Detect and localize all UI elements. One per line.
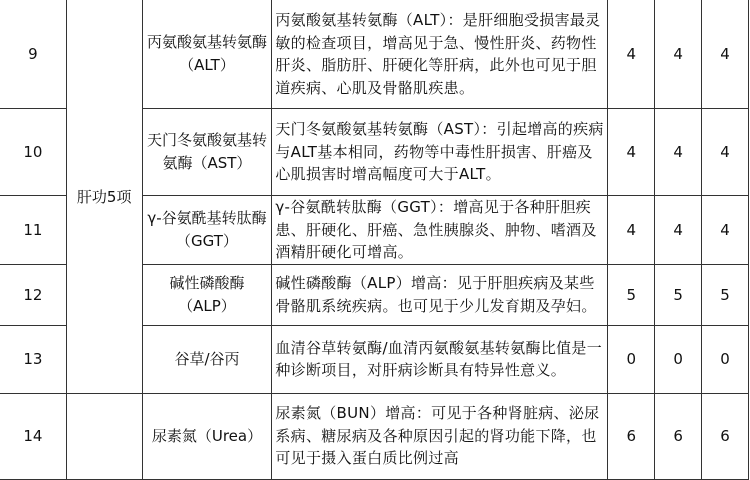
item-description: 天门冬氨酸氨基转氨酶（AST）：引起增高的疾病与ALT基本相同，药物等中毒性肝损害、肝癌及心肌损害时增高幅度可大于ALT。 <box>272 109 608 196</box>
score-cell: 4 <box>655 109 702 196</box>
score-cell: 0 <box>608 325 655 393</box>
score-cell: 4 <box>655 0 702 109</box>
item-description: 碱性磷酸酶（ALP）增高：见于肝胆疾病及某些骨骼肌系统疾病。也可见于少儿发育期及孕妇。 <box>272 264 608 325</box>
score-cell: 6 <box>702 393 749 479</box>
score-cell: 0 <box>655 325 702 393</box>
item-description: γ-谷氨酰转肽酶（GGT）：增高见于各种肝胆疾患、肝硬化、肝癌、急性胰腺炎、肿物、嗜酒及酒精肝硬化可增高。 <box>272 196 608 265</box>
score-cell: 4 <box>702 109 749 196</box>
item-description: 尿素氮（BUN）增高：可见于各种肾脏病、泌尿系病、糖尿病及各种原因引起的肾功能下降，也可见于摄入蛋白质比例过高 <box>275 404 600 468</box>
item-name: 丙氨酸氨基转氨酶（ALT） <box>142 0 272 109</box>
score-cell: 4 <box>702 196 749 265</box>
item-description-cell <box>272 393 608 479</box>
score-cell: 6 <box>655 393 702 479</box>
score-cell: 5 <box>608 264 655 325</box>
score-cell: 5 <box>655 264 702 325</box>
item-name: 天门冬氨酸氨基转氨酶（AST） <box>142 109 272 196</box>
group-cell-empty <box>66 393 142 479</box>
row-number: 14 <box>0 393 66 479</box>
item-name: γ-谷氨酰基转肽酶（GGT） <box>142 196 272 265</box>
row-number: 10 <box>0 109 66 196</box>
row-number: 13 <box>0 325 66 393</box>
item-name: 碱性磷酸酶（ALP） <box>142 264 272 325</box>
score-cell: 4 <box>608 0 655 109</box>
item-name: 谷草/谷丙 <box>142 325 272 393</box>
group-label: 肝功5项 <box>66 0 142 393</box>
score-cell: 4 <box>655 196 702 265</box>
score-cell: 4 <box>608 196 655 265</box>
score-cell: 4 <box>608 109 655 196</box>
score-cell: 5 <box>702 264 749 325</box>
table-row <box>0 0 749 109</box>
row-number: 12 <box>0 264 66 325</box>
table-row <box>0 393 749 479</box>
item-description: 血清谷草转氨酶/血清丙氨酸氨基转氨酶比值是一种诊断项目，对肝病诊断具有特异性意义。 <box>272 325 608 393</box>
row-number: 9 <box>0 0 66 109</box>
item-description: 丙氨酸氨基转氨酶（ALT）：是肝细胞受损害最灵敏的检查项目，增高见于急、慢性肝炎、药物性肝炎、脂肪肝、肝硬化等肝病，此外也可见于胆道疾病、心肌及骨骼肌疾患。 <box>272 0 608 109</box>
row-number: 11 <box>0 196 66 265</box>
score-cell: 6 <box>608 393 655 479</box>
score-cell: 0 <box>702 325 749 393</box>
score-cell: 4 <box>702 0 749 109</box>
item-name: 尿素氮（Urea） <box>142 393 272 479</box>
